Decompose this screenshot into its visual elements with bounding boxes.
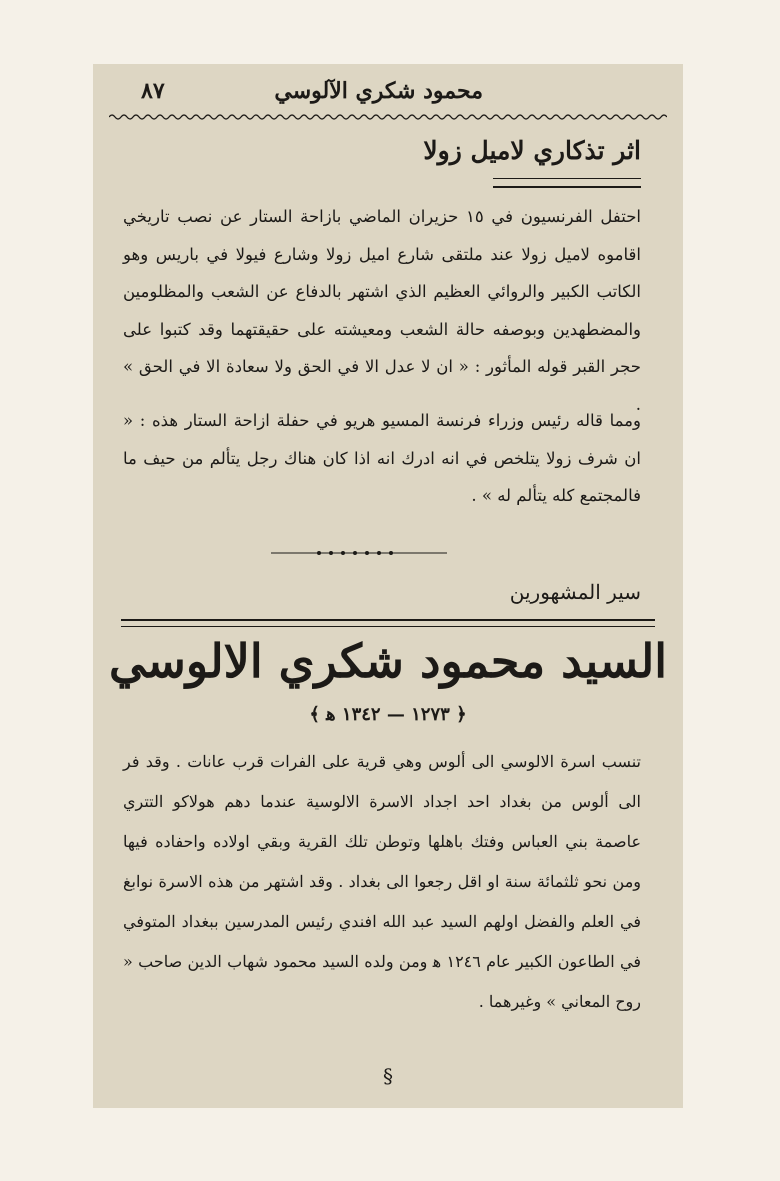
page-header: [93, 76, 683, 116]
ornamental-divider: [271, 548, 447, 558]
title-rule: [493, 178, 641, 188]
article-paragraph-1: احتفل الفرنسيون في ١٥ حزيران الماضي بازاحة الستار عن نصب تاريخي اقاموه لاميل زولا عند ملتقى شارع اميل زولا وشارع فيولا في باريس وهو الكاتب الكبير والروائي العظيم الذي اشتهر بالدفاع عن الشعب والمظلومين والمضطهدين وبوصفه حالة الشعب ومعيشته على حقيقتهما وقد كتبوا على حجر القبر قوله المأثور : « ان لا عدل الا في الحق ولا سعادة الا في الحق » .: [123, 207, 641, 414]
section-mark: §: [383, 1064, 393, 1088]
article-title: اثر تذكاري لاميل زولا: [423, 136, 641, 165]
running-title: محمود شكري الآلوسي: [274, 78, 483, 104]
book-page: [93, 64, 683, 1108]
wavy-rule: [109, 112, 667, 122]
page-number: ٨٧: [141, 78, 165, 104]
biography-title: السيد محمود شكري الالوسي: [108, 634, 668, 688]
section-rule: [121, 619, 655, 627]
biography-dates: ﴿ ١٢٧٣ — ١٣٤٢ ﻫ ﴾: [309, 704, 467, 725]
section-title: سير المشهورين: [509, 580, 641, 604]
article-paragraph-2: ومما قاله رئيس وزراء فرنسة المسيو هريو في حفلة ازاحة الستار هذه : « ان شرف زولا يتلخص في انه ادرك انه اذا كان هناك رجل يتألم من حيف ما فالمجتمع كله يتألم له » .: [123, 411, 641, 505]
biography-paragraph: تنسب اسرة الالوسي الى ألوس وهي قرية على الفرات قرب عانات . وقد فر الى ألوس من بغداد احد اجداد الاسرة الالوسية عندما دهم هولاكو التتري عاصمة بني العباس وفتك باهلها وتوطن تلك القرية وبقي اولاده واحفاده فيها ومن نحو ثلثمائة سنة او اقل رجعوا الى بغداد . وقد اشتهر من هذه الاسرة نوابغ في العلم والفضل اولهم السيد عبد الله افندي رئيس المدرسين ببغداد المتوفي في الطاعون الكبير عام ١٢٤٦ ﻫ ومن ولده السيد محمود شهاب الدين صاحب « روح المعاني » وغيرهما .: [123, 752, 642, 1011]
